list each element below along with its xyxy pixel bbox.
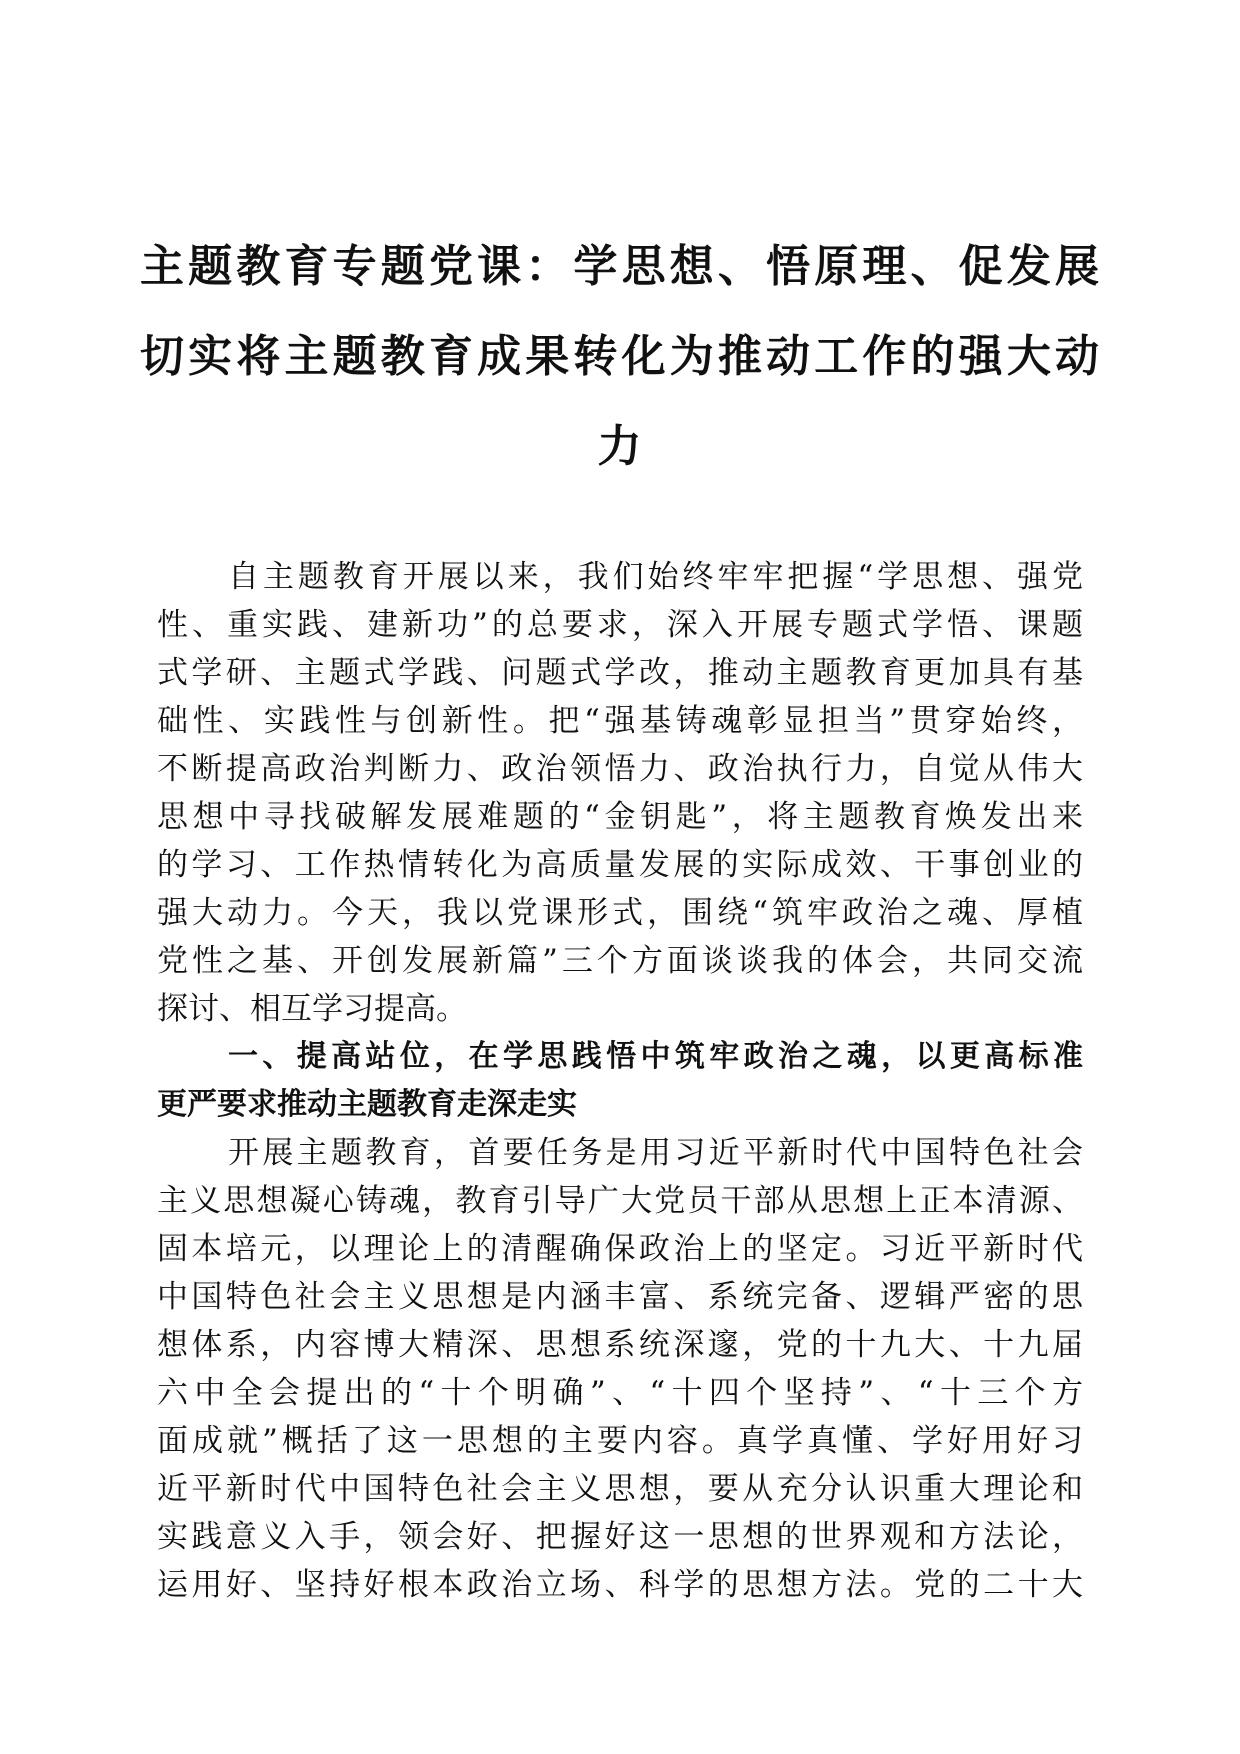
paragraph-line: 式学研、主题式学践、问题式学改，推动主题教育更加具有基 (157, 655, 1083, 691)
paragraph-line: 探讨、相互学习提高。 (157, 991, 467, 1027)
paragraph-line: 运用好、坚持好根本政治立场、科学的思想方法。党的二十大 (157, 1567, 1083, 1603)
paragraph-section-1 (157, 1129, 1083, 1609)
paragraph-line: 开展主题教育，首要任务是用习近平新时代中国特色社会 (228, 1135, 1083, 1171)
paragraph-intro (157, 553, 1083, 1033)
paragraph-line: 性、重实践、建新功”的总要求，深入开展专题式学悟、课题 (157, 607, 1083, 643)
heading-line: 一、提高站位，在学思践悟中筑牢政治之魂，以更高标准 (228, 1039, 1083, 1074)
paragraph-line: 自主题教育开展以来，我们始终牢牢把握“学思想、强党 (228, 559, 1083, 595)
paragraph-line: 面成就”概括了这一思想的主要内容。真学真懂、学好用好习 (157, 1423, 1083, 1459)
paragraph-line: 主义思想凝心铸魂，教育引导广大党员干部从思想上正本清源、 (157, 1183, 1083, 1219)
paragraph-line: 础性、实践性与创新性。把“强基铸魂彰显担当”贯穿始终， (157, 703, 1083, 739)
paragraph-line: 固本培元，以理论上的清醒确保政治上的坚定。习近平新时代 (157, 1231, 1083, 1267)
section-heading-1 (157, 1033, 1083, 1129)
document-body (157, 553, 1083, 1609)
paragraph-line: 实践意义入手，领会好、把握好这一思想的世界观和方法论， (157, 1519, 1083, 1555)
paragraph-line: 六中全会提出的“十个明确”、“十四个坚持”、“十三个方 (157, 1375, 1083, 1411)
paragraph-line: 不断提高政治判断力、政治领悟力、政治执行力，自觉从伟大 (157, 751, 1083, 787)
document-title (140, 222, 1100, 492)
paragraph-line: 思想中寻找破解发展难题的“金钥匙”，将主题教育焕发出来 (157, 799, 1083, 835)
paragraph-line: 强大动力。今天，我以党课形式，围绕“筑牢政治之魂、厚植 (157, 895, 1083, 931)
title-line-3: 力 (597, 421, 643, 472)
title-line-1: 主题教育专题党课：学思想、悟原理、促发展 (140, 241, 1100, 292)
paragraph-line: 中国特色社会主义思想是内涵丰富、系统完备、逻辑严密的思 (157, 1279, 1083, 1315)
paragraph-line: 想体系，内容博大精深、思想系统深邃，党的十九大、十九届 (157, 1327, 1083, 1363)
title-line-2: 切实将主题教育成果转化为推动工作的强大动 (140, 331, 1100, 382)
heading-line: 更严要求推动主题教育走深走实 (157, 1087, 577, 1122)
paragraph-line: 党性之基、开创发展新篇”三个方面谈谈我的体会，共同交流 (157, 943, 1083, 979)
paragraph-line: 的学习、工作热情转化为高质量发展的实际成效、干事创业的 (157, 847, 1083, 883)
paragraph-line: 近平新时代中国特色社会主义思想，要从充分认识重大理论和 (157, 1471, 1083, 1507)
